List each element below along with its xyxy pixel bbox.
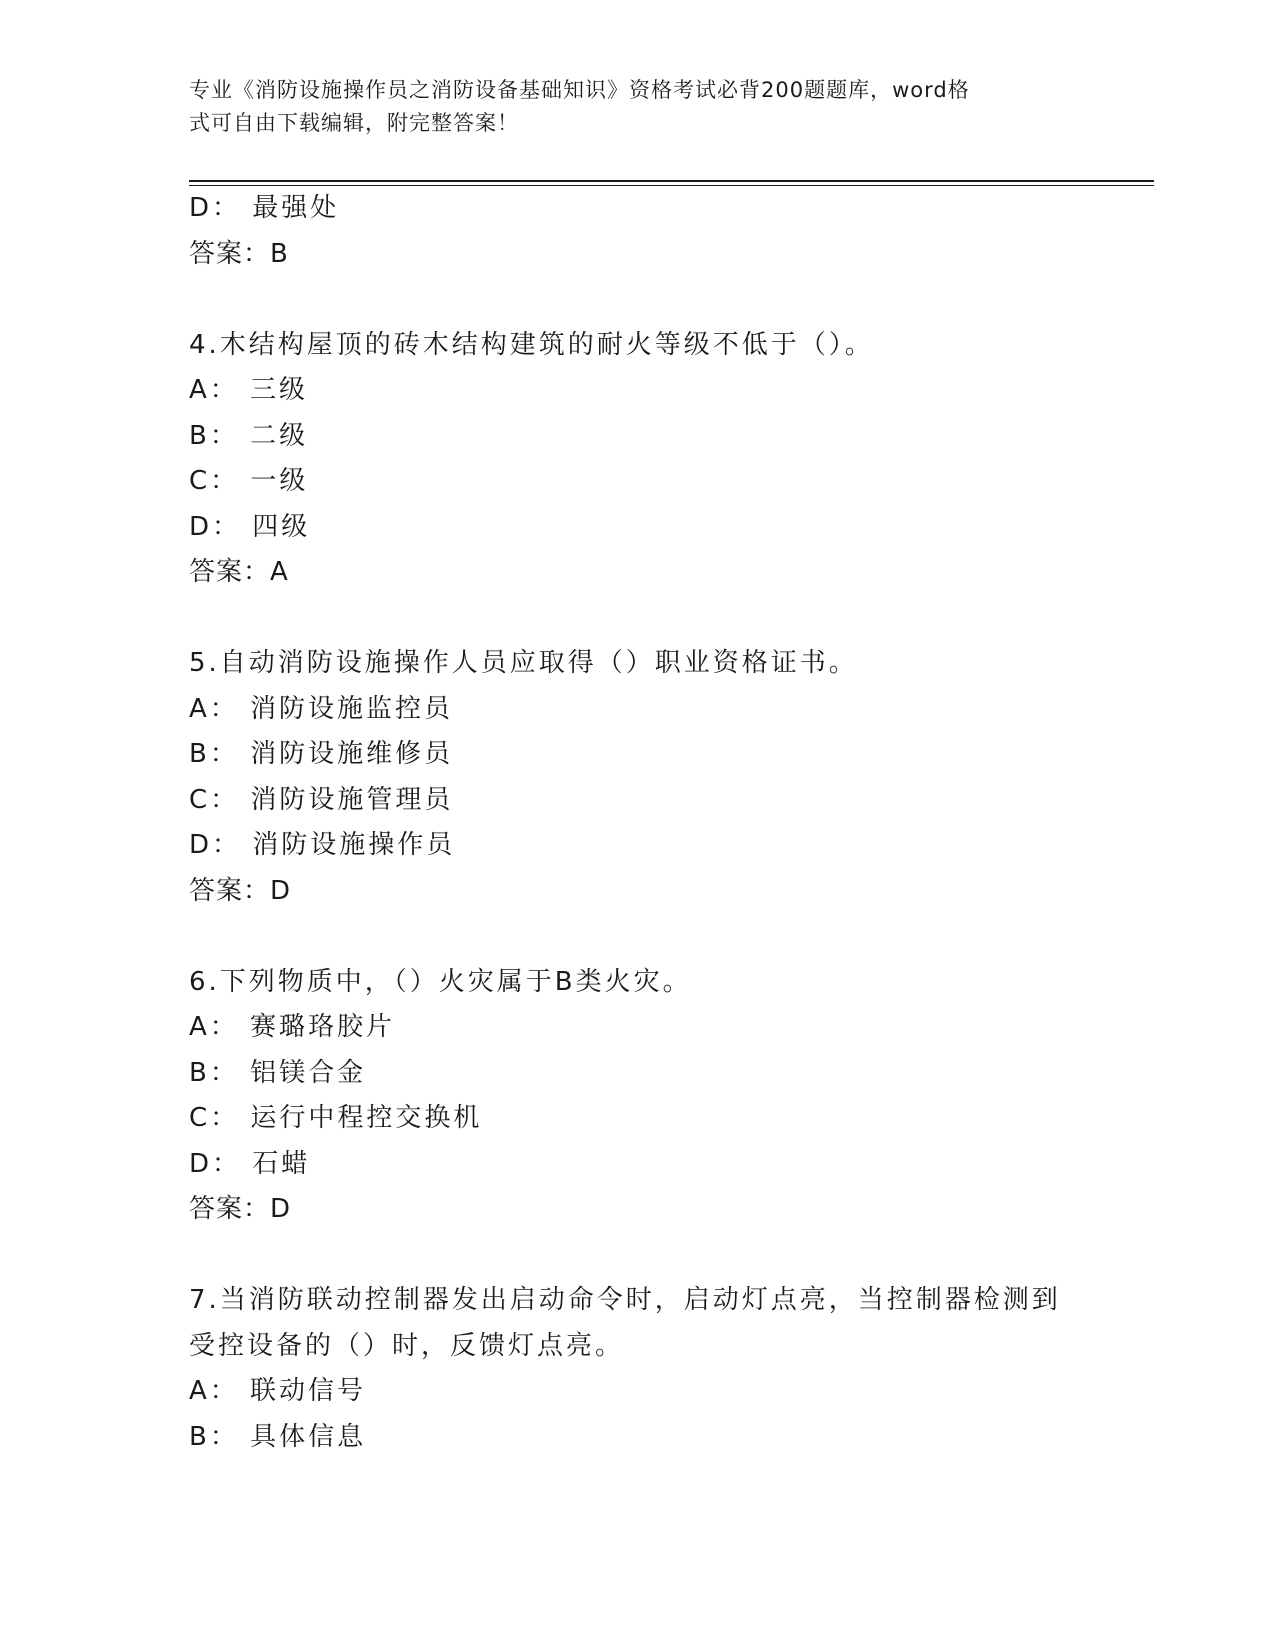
- option-a: A： 消防设施监控员: [189, 693, 454, 724]
- option-a: A： 赛璐珞胶片: [189, 1012, 396, 1042]
- question-list: [189, 186, 1089, 1460]
- answer: 答案：A: [189, 557, 289, 587]
- option-d: D： 四级: [189, 511, 311, 542]
- answer: 答案：D: [189, 875, 292, 906]
- header-line-1: 专业《消防设施操作员之消防设备基础知识》资格考试必背200题题库，word格: [189, 78, 970, 102]
- question-stem-line-1: 7.当消防联动控制器发出启动命令时，启动灯点亮，当控制器检测到: [189, 1285, 1061, 1315]
- answer: 答案：B: [189, 238, 289, 269]
- question-6: [189, 960, 1089, 1233]
- question-stem: 6.下列物质中，（）火灾属于B类火灾。: [189, 966, 692, 997]
- document-header: [189, 74, 1069, 140]
- option-b: B： 具体信息: [189, 1421, 367, 1452]
- option-b: B： 二级: [189, 420, 309, 451]
- question-stem-line-2: 受控设备的（）时，反馈灯点亮。: [189, 1330, 625, 1361]
- question-7: [189, 1278, 1089, 1460]
- option-b: B： 铝镁合金: [189, 1057, 367, 1088]
- option-c: C： 运行中程控交换机: [189, 1103, 483, 1133]
- question-stem: 4.木结构屋顶的砖木结构建筑的耐火等级不低于（）。: [189, 329, 874, 360]
- option-b: B： 消防设施维修员: [189, 739, 454, 769]
- option-c: C： 一级: [189, 466, 309, 496]
- question-stem: 5.自动消防设施操作人员应取得（）职业资格证书。: [189, 648, 858, 678]
- header-divider: [189, 180, 1154, 182]
- option-a: A： 联动信号: [189, 1376, 367, 1406]
- option-c: C： 消防设施管理员: [189, 784, 454, 815]
- question-5: [189, 641, 1089, 914]
- option-d: D： 消防设施操作员: [189, 830, 456, 860]
- answer: 答案：D: [189, 1194, 292, 1224]
- question-4: [189, 323, 1089, 596]
- option-d: D： 石蜡: [189, 1148, 311, 1179]
- option-a: A： 三级: [189, 375, 309, 405]
- option-d: D： 最强处: [189, 193, 340, 223]
- header-line-2: 式可自由下载编辑，附完整答案！: [189, 111, 519, 135]
